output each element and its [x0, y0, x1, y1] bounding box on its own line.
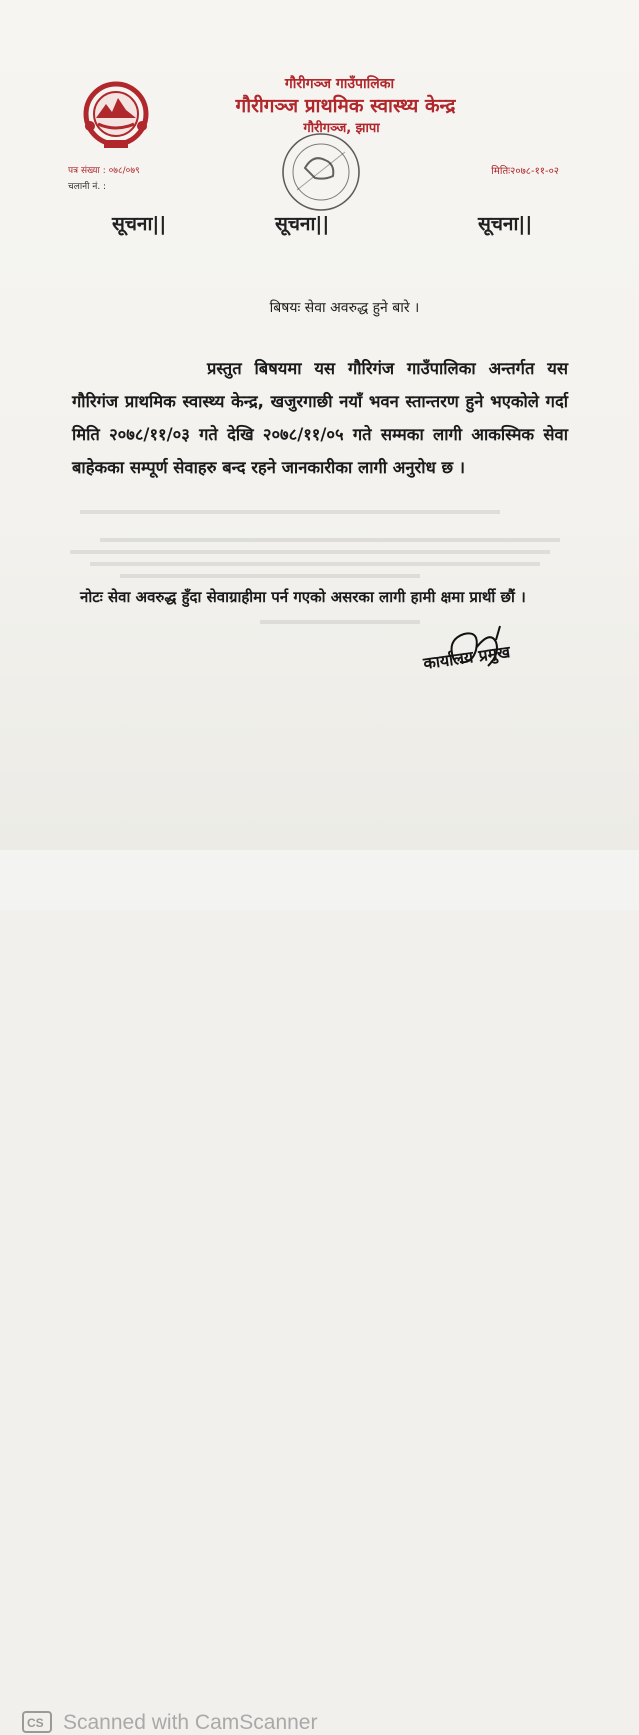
signature-title: कार्यालय प्रमुख	[422, 642, 512, 674]
note-text: नोटः सेवा अवरुद्ध हुँदा सेवाग्राहीमा पर्न गएको असरका लागी हामी क्षमा प्रार्थी छौं ।	[80, 588, 526, 606]
office-name: गौरीगञ्ज प्राथमिक स्वास्थ्य केन्द्र	[235, 95, 456, 117]
letter-date: मितिः२०७८-११-०२	[491, 166, 559, 177]
camscanner-logo-icon	[22, 1711, 52, 1733]
notice-label-center: सूचना||	[275, 213, 330, 235]
subject-line: बिषयः सेवा अवरुद्ध हुने बारे ।	[269, 300, 420, 316]
document-page	[0, 0, 639, 850]
office-stamp-icon	[275, 128, 367, 216]
notice-label-right: सूचना||	[478, 213, 533, 235]
notice-label-left: सूचना||	[112, 213, 167, 235]
office-address: गौरीगञ्ज, झापा	[303, 121, 380, 136]
notice-body: प्रस्तुत बिषयमा यस गौरिगंज गाउँपालिका अन्तर्गत यस गौरिगंज प्राथमिक स्वास्थ्य केन्द्र, खजुरगाछी नयाँ भवन स्तान्तरण हुने भएकोले गर्दा मिति २०७८/११/०३ गते देखि २०७८/११/०५ गते सम्मका लागी आकस्मिक सेवा बाहेकका सम्पूर्ण सेवाहरु बन्द रहने जानकारीका लागी अनुरोध छ ।	[72, 359, 568, 477]
municipality-name: गौरीगञ्ज गाउँपालिका	[284, 76, 395, 92]
scanner-watermark-text: Scanned with CamScanner	[63, 1711, 318, 1734]
bleed-through-text	[60, 500, 580, 630]
dispatch-number: चलानी नं. :	[68, 182, 107, 192]
scanner-footer	[0, 850, 639, 1734]
reference-number: पत्र संख्या : ०७८/०७९	[68, 166, 140, 176]
svg-text:CS: CS	[27, 1716, 44, 1730]
